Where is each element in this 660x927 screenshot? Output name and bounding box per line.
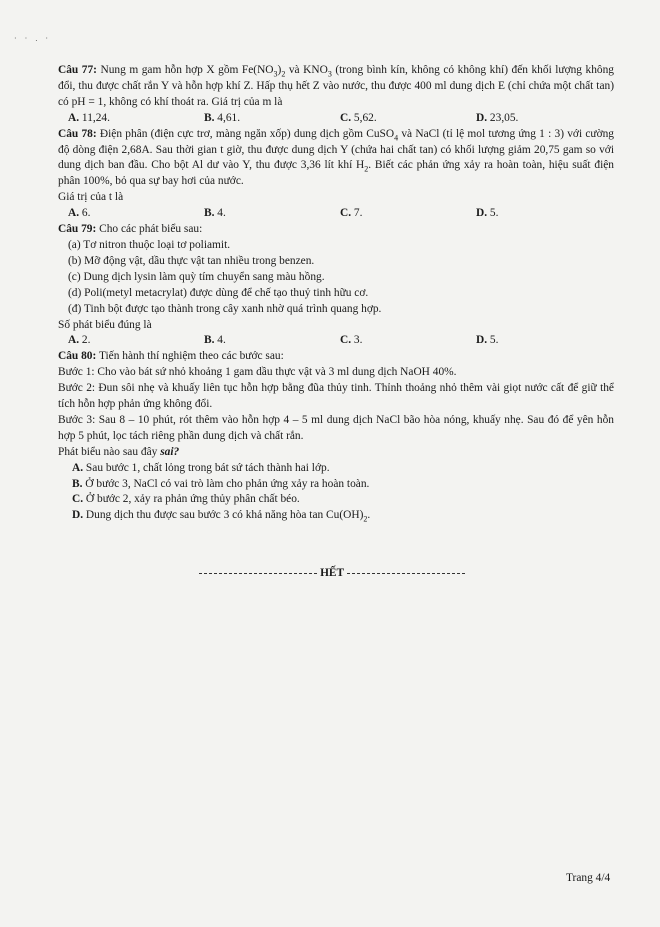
question-80-intro: Câu 80: Tiến hành thí nghiệm theo các bước sau: [58, 350, 284, 363]
option-d: D. 5. [476, 207, 499, 220]
question-78-prompt: Giá trị của t là [58, 191, 124, 204]
statement-c: (c) Dung dịch lysin làm quỳ tím chuyển sang màu hồng. [68, 270, 325, 283]
option-c: C. 3. [340, 334, 363, 347]
question-77-label: Câu 77: [58, 64, 97, 76]
statement-a: (a) Tơ nitron thuộc loại tơ poliamit. [68, 238, 231, 251]
option-a: A. 2. [68, 334, 91, 347]
option-a: A. 11,24. [68, 111, 110, 124]
question-79 [58, 222, 614, 349]
end-marker [172, 567, 492, 579]
question-78-text: Câu 78: Điện phân (điện cực trơ, màng ngăn xốp) dung dịch gồm CuSO$_4$ và NaCl (tỉ lệ mol tương ứng 1 : 3) với cường độ dòng điện 2,68A. Sau thời gian t giờ, thu được dung dịch Y (chứa hai chất tan) có khối lượng giảm 20,75 gam so với dung dịch ban đầu. Cho bột Al dư vào Y, thu được 3,36 lít khí $H_2$. Biết các phản ứng xảy ra hoàn toàn, hiệu suất điện phân 100%, bỏ qua sự bay hơi của nước. [58, 127, 614, 188]
option-a: A. 6. [68, 207, 91, 220]
option-d: D. 5. [476, 334, 499, 347]
question-79-options [58, 333, 614, 349]
option-b: B. 4. [204, 334, 226, 347]
question-77-options [58, 111, 614, 127]
question-80-prompt: Phát biểu nào sau đây sai? [58, 445, 180, 458]
question-78-label: Câu 78: [58, 127, 97, 140]
question-79-intro: Câu 79: Cho các phát biểu sau: [58, 223, 203, 236]
option-a: A. Sau bước 1, chất lỏng trong bát sứ tách thành hai lớp. [72, 461, 330, 474]
question-80-label: Câu 80: [58, 350, 97, 363]
option-c: C. 5,62. [340, 111, 377, 124]
step-3: Bước 3: Sau 8 – 10 phút, rót thêm vào hỗn hợp 4 – 5 ml dung dịch NaCl bão hòa nóng, khuấy nhẹ. Sau đó để yên hỗn hợp 5 phút, lọc tách riêng phần dung dịch và chất rắn. [58, 413, 614, 442]
question-77 [58, 63, 614, 127]
end-label: HẾT [320, 567, 344, 579]
question-79-prompt: Số phát biểu đúng là [58, 318, 152, 331]
question-79-label: Câu 79: [58, 223, 97, 236]
option-b: B. 4. [204, 207, 226, 220]
option-b: B. 4,61. [204, 111, 241, 124]
page-number: Trang 4/4 [566, 872, 611, 884]
question-77-text: Câu 77: Nung m gam hỗn hợp X gồm $Fe(NO_3)_2$ và $KNO_3$ (trong bình kín, không có không khí) đến khối lượng không đổi, thu được chất rắn Y và hỗn hợp khí Z. Hấp thụ hết Z vào nước, thu được 400 ml dung dịch E (chỉ chứa một chất tan) có pH = 1, không có khí thoát ra. Giá trị của m là [58, 64, 615, 108]
option-c: C. 7. [340, 207, 363, 220]
exam-content [58, 63, 614, 524]
statement-dd: (đ) Tinh bột được tạo thành trong cây xanh nhờ quá trình quang hợp. [68, 302, 382, 315]
divider-left [199, 573, 317, 574]
option-d: D. 23,05. [476, 111, 519, 124]
statement-b: (b) Mỡ động vật, dầu thực vật tan nhiều trong benzen. [68, 254, 315, 267]
step-2: Bước 2: Đun sôi nhẹ và khuấy liên tục hỗn hợp bằng đũa thủy tinh. Thỉnh thoảng nhỏ thêm vài giọt nước cất để giữ thể tích hỗn hợp phản ứng không đổi. [58, 382, 614, 411]
scan-specks: · · . · [14, 34, 51, 43]
question-80 [58, 349, 614, 524]
statement-d: (d) Poli(metyl metacrylat) được dùng để chế tạo thuỷ tinh hữu cơ. [68, 286, 369, 299]
step-1: Bước 1: Cho vào bát sứ nhỏ khoảng 1 gam dầu thực vật và 3 ml dung dịch NaOH 40%. [58, 366, 457, 379]
question-78 [58, 127, 614, 222]
option-d: D. Dung dịch thu được sau bước 3 có khả năng hòa $\tan Cu(OH)_2$. [72, 509, 371, 524]
option-c: C. Ở bước 2, xảy ra phản ứng thủy phân chất béo. [72, 493, 300, 506]
question-78-options [58, 206, 614, 222]
divider-right [347, 573, 465, 574]
option-b: B. Ở bước 3, NaCl có vai trò làm cho phản ứng xảy ra hoàn toàn. [72, 477, 370, 490]
